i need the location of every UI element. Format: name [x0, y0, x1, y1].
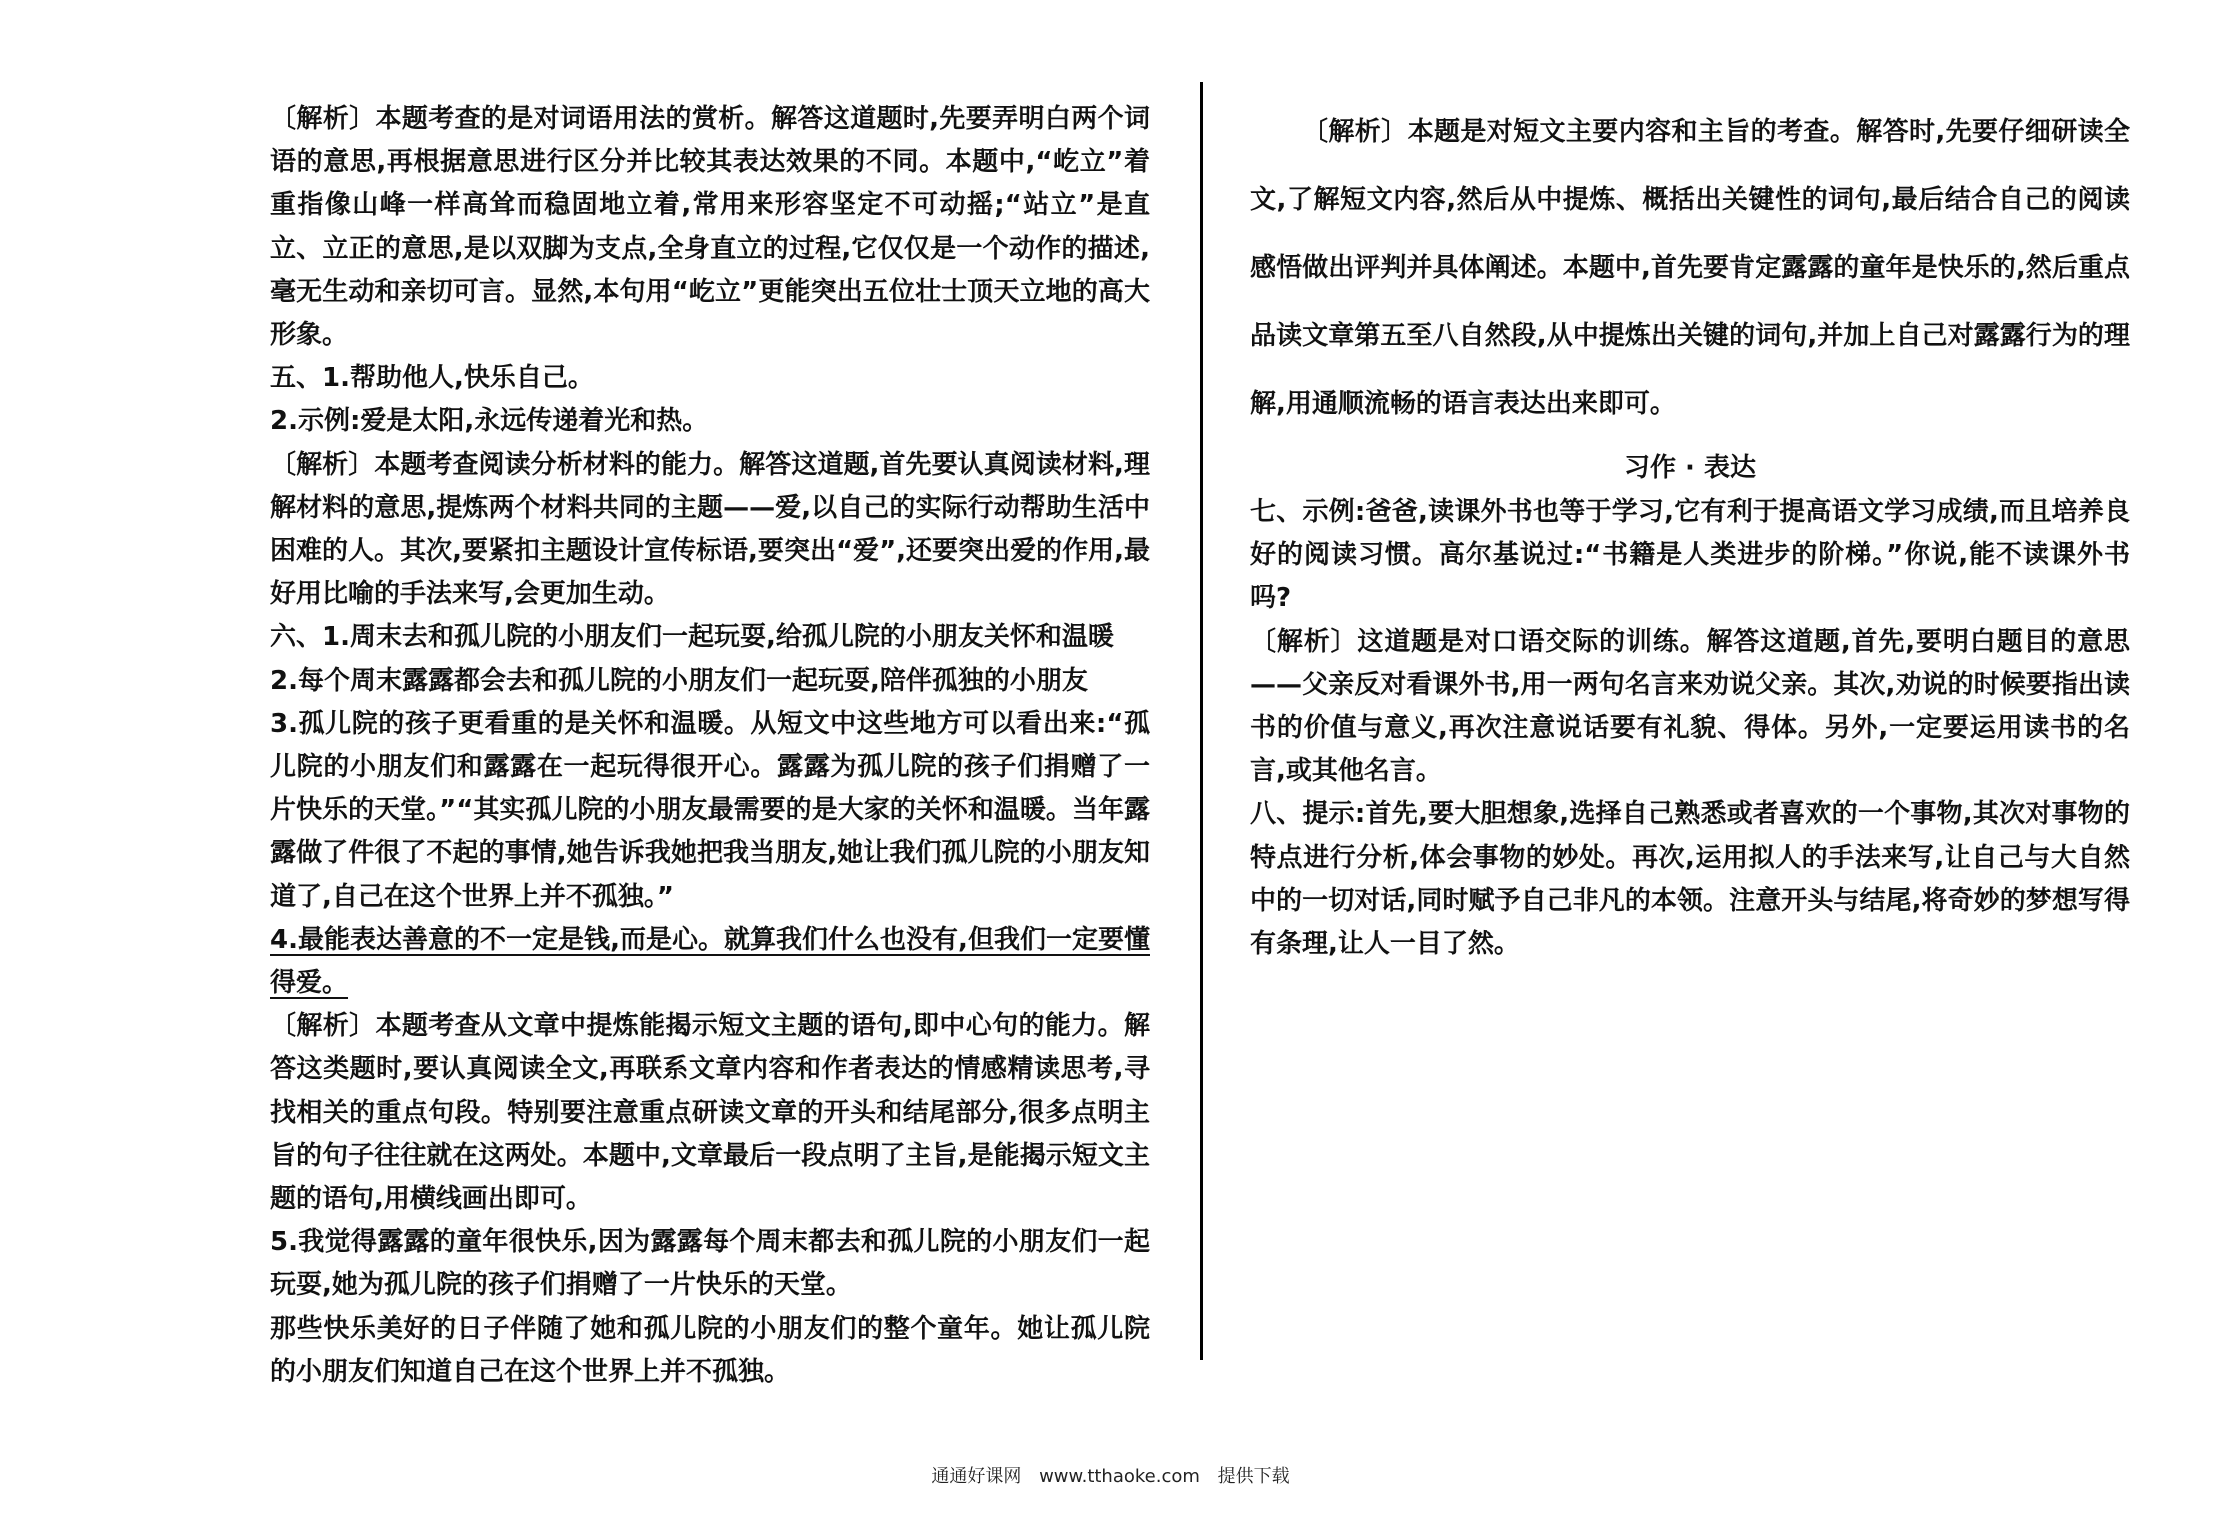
right-bottom-block	[1250, 491, 2130, 966]
left-column	[270, 98, 1150, 1394]
analysis-paragraph: 〔解析〕本题考查从文章中提炼能揭示短文主题的语句,即中心句的能力。解答这类题时,要认真阅读全文,再联系文章内容和作者表达的情感精读思考,寻找相关的重点句段。特别要注意重点研读文章的开头和结尾部分,很多点明主旨的句子往往就在这两处。本题中,文章最后一段点明了主旨,是能揭示短文主题的语句,用横线画出即可。	[270, 1011, 1150, 1215]
answer-paragraph: 那些快乐美好的日子伴随了她和孤儿院的小朋友们的整个童年。她让孤儿院的小朋友们知道自己在这个世界上并不孤独。	[270, 1313, 1150, 1387]
right-top-block	[1250, 98, 2130, 438]
answer-paragraph: 5.我觉得露露的童年很快乐,因为露露每个周末都去和孤儿院的小朋友们一起玩耍,她为孤儿院的孩子们捐赠了一片快乐的天堂。	[270, 1227, 1150, 1301]
analysis-paragraph: 〔解析〕本题考查的是对词语用法的赏析。解答这道题时,先要弄明白两个词语的意思,再根据意思进行区分并比较其表达效果的不同。本题中,“屹立”着重指像山峰一样高耸而稳固地立着,常用来形容坚定不可动摇;“站立”是直立、立正的意思,是以双脚为支点,全身直立的过程,它仅仅是一个动作的描述,毫无生动和亲切可言。显然,本句用“屹立”更能突出五位壮士顶天立地的高大形象。	[270, 104, 1150, 351]
footer-suffix: 提供下载	[1217, 1466, 1290, 1487]
analysis-paragraph: 〔解析〕这道题是对口语交际的训练。解答这道题,首先,要明白题目的意思——父亲反对看课外书,用一两句名言来劝说父亲。其次,劝说的时候要指出读书的价值与意义,再次注意说话要有礼貌、得体。另外,一定要运用读书的名言,或其他名言。	[1250, 626, 2130, 787]
section-heading: 习作 · 表达	[1624, 453, 1756, 483]
analysis-paragraph: 〔解析〕本题考查阅读分析材料的能力。解答这道题,首先要认真阅读材料,理解材料的意思,提炼两个材料共同的主题——爱,以自己的实际行动帮助生活中困难的人。其次,要紧扣主题设计宣传标语,要突出“爱”,还要突出爱的作用,最好用比喻的手法来写,会更加生动。	[270, 449, 1150, 610]
answer-paragraph: 七、示例:爸爸,读课外书也等于学习,它有利于提高语文学习成绩,而且培养良好的阅读习惯。高尔基说过:“书籍是人类进步的阶梯。”你说,能不读课外书吗?	[1250, 497, 2130, 614]
answer-line: 2.示例:爱是太阳,永远传递着光和热。	[270, 406, 709, 437]
answer-paragraph: 八、提示:首先,要大胆想象,选择自己熟悉或者喜欢的一个事物,其次对事物的特点进行分析,体会事物的妙处。再次,运用拟人的手法来写,让自己与大自然中的一切对话,同时赋予自己非凡的本领。注意开头与结尾,将奇妙的梦想写得有条理,让人一目了然。	[1250, 799, 2130, 960]
answer-paragraph: 3.孤儿院的孩子更看重的是关怀和温暖。从短文中这些地方可以看出来:“孤儿院的小朋友们和露露在一起玩得很开心。露露为孤儿院的孩子们捐赠了一片快乐的天堂。”“其实孤儿院的小朋友最需要的是大家的关怀和温暖。当年露露做了件很了不起的事情,她告诉我她把我当朋友,她让我们孤儿院的小朋友知道了,自己在这个世界上并不孤独。”	[270, 708, 1150, 912]
analysis-paragraph: 〔解析〕本题是对短文主要内容和主旨的考查。解答时,先要仔细研读全文,了解短文内容,然后从中提炼、概括出关键性的词句,最后结合自己的阅读感悟做出评判并具体阐述。本题中,首先要肯定露露的童年是快乐的,然后重点品读文章第五至八自然段,从中提炼出关键的词句,并加上自己对露露行为的理解,用通顺流畅的语言表达出来即可。	[1250, 117, 2130, 419]
footer-site-name: 通通好课网	[931, 1466, 1022, 1487]
footer-url[interactable]: www.tthaoke.com	[1039, 1466, 1200, 1487]
answer-line: 五、1.帮助他人,快乐自己。	[270, 363, 594, 394]
answer-line: 2.每个周末露露都会去和孤儿院的小朋友们一起玩耍,陪伴孤独的小朋友	[270, 665, 1088, 696]
column-divider	[1200, 82, 1203, 1360]
answer-line: 六、1.周末去和孤儿院的小朋友们一起玩耍,给孤儿院的小朋友关怀和温暖	[270, 622, 1114, 653]
underlined-answer: 4.最能表达善意的不一定是钱,而是心。就算我们什么也没有,但我们一定要懂得爱。	[270, 924, 1150, 999]
page-footer	[0, 1462, 2221, 1488]
right-column	[1250, 98, 2130, 966]
